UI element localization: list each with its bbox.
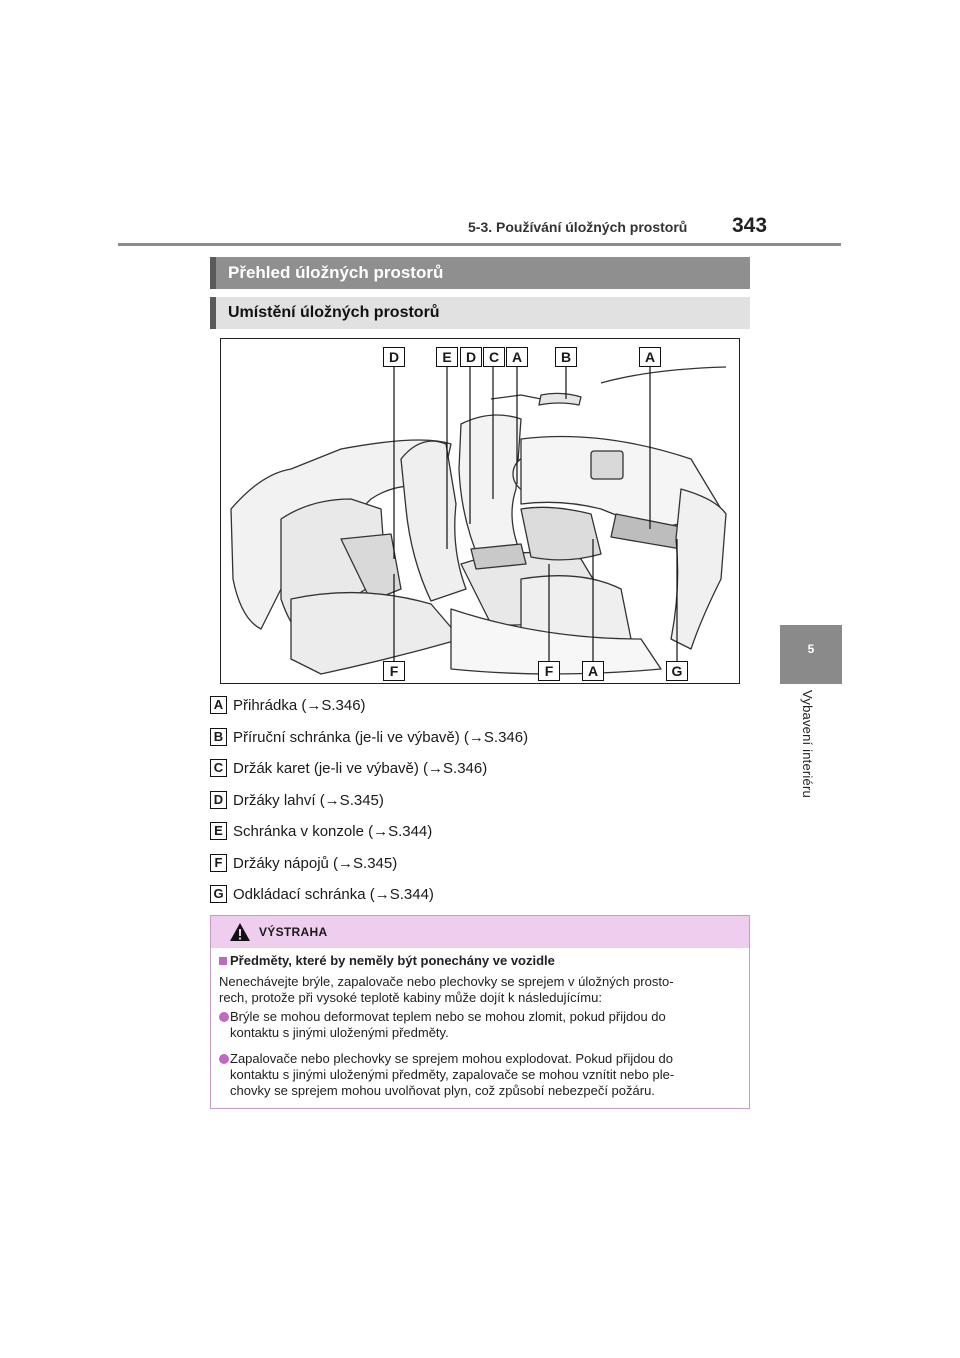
warning-subheading: Předměty, které by neměly být ponechány ve vozidle bbox=[230, 953, 555, 968]
warning-intro-line: rech, protože při vysoké teplotě kabiny může dojít k následujícímu: bbox=[219, 990, 602, 1005]
legend-text: Držáky lahví (→S.345) bbox=[233, 791, 384, 809]
legend-item bbox=[210, 727, 528, 747]
section-title: 5-3. Používání úložných prostorů bbox=[468, 219, 688, 235]
legend-letter: G bbox=[210, 885, 227, 903]
legend-letter: C bbox=[210, 759, 227, 777]
legend-item bbox=[210, 790, 384, 810]
legend-text: Schránka v konzole (→S.344) bbox=[233, 822, 433, 840]
legend-letter: D bbox=[210, 791, 227, 809]
legend-text: Odkládací schránka (→S.344) bbox=[233, 885, 434, 903]
legend-item bbox=[210, 884, 434, 904]
legend-letter: E bbox=[210, 822, 227, 840]
legend-text: Příruční schránka (je-li ve výbavě) (→S.346) bbox=[233, 728, 529, 746]
legend-text: Přihrádka (→S.346) bbox=[233, 696, 366, 714]
header-rule bbox=[118, 243, 841, 246]
callout-c: C bbox=[483, 347, 505, 367]
callout-a: A bbox=[639, 347, 661, 367]
callout-e: E bbox=[436, 347, 458, 367]
legend-text: Držák karet (je-li ve výbavě) (→S.346) bbox=[233, 759, 488, 777]
warning-header bbox=[211, 916, 749, 948]
legend-letter: F bbox=[210, 854, 227, 872]
callout-a: A bbox=[506, 347, 528, 367]
car-interior-illustration bbox=[220, 338, 740, 684]
warning-box bbox=[210, 915, 750, 1109]
warning-title: VÝSTRAHA bbox=[259, 925, 328, 939]
car-interior-drawing bbox=[221, 339, 739, 683]
square-bullet-icon bbox=[219, 957, 227, 965]
sub-heading: Umístění úložných prostorů bbox=[210, 297, 750, 329]
page-number: 343 bbox=[732, 214, 768, 237]
warning-bullet-line: Zapalovače nebo plechovky se sprejem mohou explodovat. Pokud přijdou do bbox=[230, 1051, 673, 1066]
round-bullet-icon bbox=[219, 1012, 229, 1022]
legend-item bbox=[210, 821, 432, 841]
legend-item bbox=[210, 758, 487, 778]
callout-a: A bbox=[582, 661, 604, 681]
legend-text: Držáky nápojů (→S.345) bbox=[233, 854, 398, 872]
callout-b: B bbox=[555, 347, 577, 367]
callout-f: F bbox=[538, 661, 560, 681]
chapter-tab-number: 5 bbox=[807, 642, 815, 656]
legend-item bbox=[210, 695, 366, 715]
callout-f: F bbox=[383, 661, 405, 681]
main-heading: Přehled úložných prostorů bbox=[210, 257, 750, 289]
legend-letter: A bbox=[210, 696, 227, 714]
warning-bullet-line: Brýle se mohou deformovat teplem nebo se mohou zlomit, pokud přijdou do bbox=[230, 1009, 666, 1024]
callout-d: D bbox=[383, 347, 405, 367]
legend-item bbox=[210, 853, 397, 873]
warning-bullet-line: kontaktu s jinými uloženými předměty, zapalovače se mohou vznítit nebo ple- bbox=[230, 1067, 675, 1082]
legend-letter: B bbox=[210, 728, 227, 746]
callout-g: G bbox=[666, 661, 688, 681]
warning-intro-line: Nenechávejte brýle, zapalovače nebo plechovky se sprejem v úložných prosto- bbox=[219, 974, 674, 989]
chapter-tab-label: Vybavení interiéru bbox=[800, 690, 815, 798]
warning-bullet-line: chovky se sprejem mohou uvolňovat plyn, což způsobí nebezpečí požáru. bbox=[230, 1083, 655, 1098]
warning-bullet-line: kontaktu s jinými uloženými předměty. bbox=[230, 1025, 449, 1040]
warning-triangle-icon bbox=[229, 922, 251, 942]
round-bullet-icon bbox=[219, 1054, 229, 1064]
callout-d: D bbox=[460, 347, 482, 367]
